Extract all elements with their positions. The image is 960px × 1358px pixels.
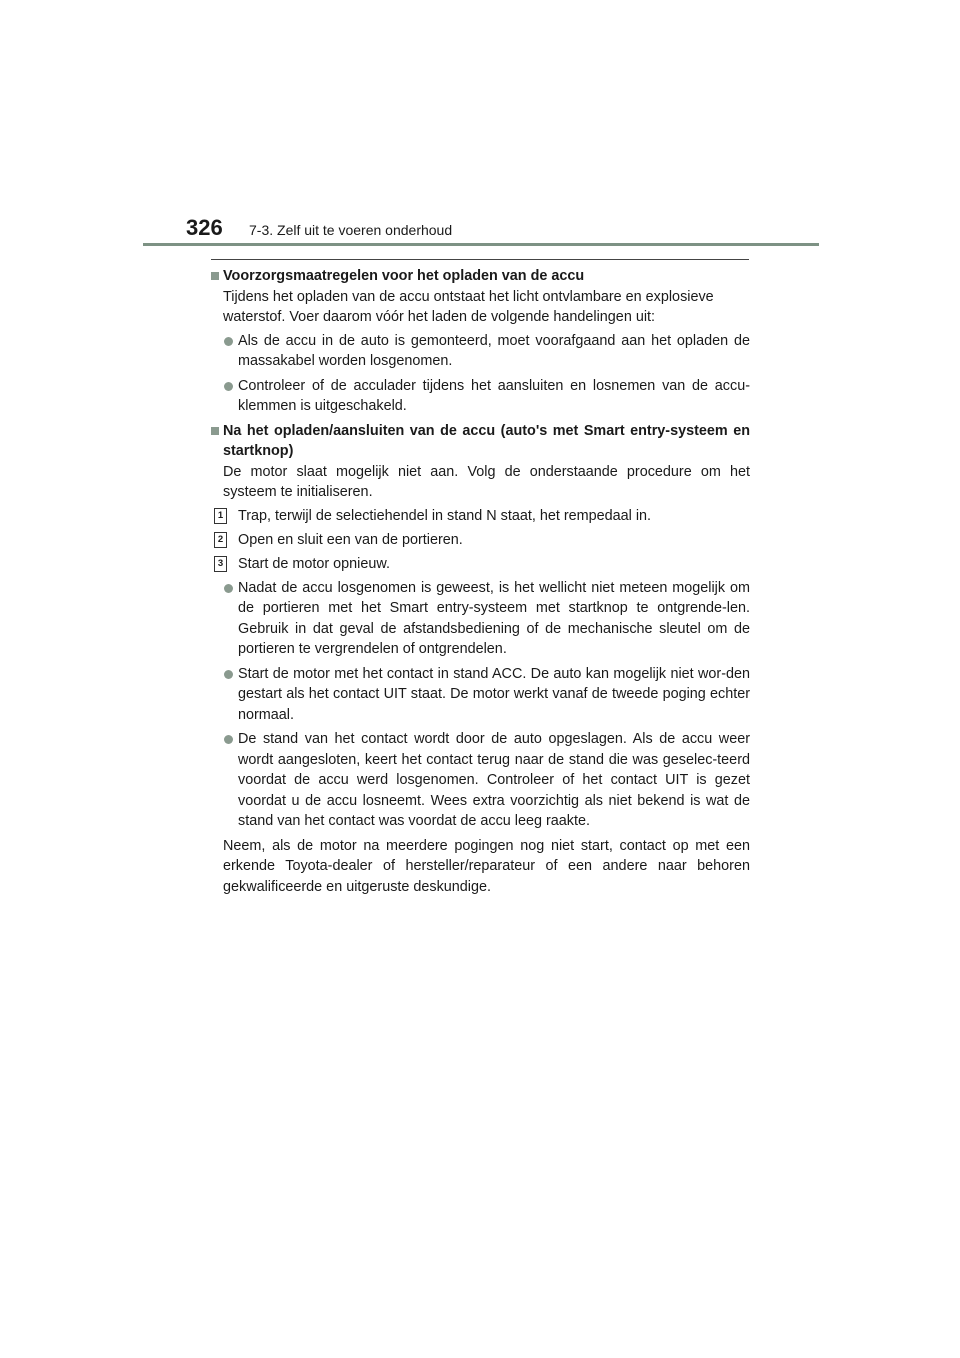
list-item: Start de motor met het contact in stand ACC. De auto kan mogelijk niet wor-den gestart als het contact UIT staat. De motor werkt vanaf de tweede poging echter normaal. bbox=[211, 664, 750, 726]
circle-bullet-icon bbox=[224, 584, 233, 593]
step-number-badge: 1 bbox=[214, 508, 227, 524]
circle-bullet-icon bbox=[224, 337, 233, 346]
list-item: De stand van het contact wordt door de auto opgeslagen. Als de accu weer wordt aangesloten, keert het contact terug naar de stand die was geselec-teerd voordat de accu werd losgenomen. Controleer of het contact UIT is gezet voordat u de accu losneemt. Wees extra voorzichtig als niet bekend is wat de stand van het contact was voordat de accu leeg raakte. bbox=[211, 729, 750, 832]
step-item: 3 Start de motor opnieuw. bbox=[211, 554, 750, 574]
paragraph: Tijdens het opladen van de accu ontstaat het licht ontvlambare en explosieve waterstof. Voer daarom vóór het laden de volgende handelingen uit: bbox=[223, 288, 714, 325]
list-item: Als de accu in de auto is gemonteerd, moet voorafgaand aan het opladen de massakabel worden losgenomen. bbox=[211, 331, 750, 372]
header-divider bbox=[143, 243, 819, 246]
content-rule bbox=[211, 259, 749, 260]
list-item: Controleer of de acculader tijdens het aansluiten en losnemen van de accu-klemmen is uitgeschakeld. bbox=[211, 376, 750, 417]
step-item: 1 Trap, terwijl de selectiehendel in stand N staat, het rempedaal in. bbox=[211, 506, 750, 526]
circle-bullet-icon bbox=[224, 670, 233, 679]
heading-after-charging: Na het opladen/aansluiten van de accu (auto's met Smart entry-systeem en startknop) bbox=[211, 421, 750, 462]
page-number: 326 bbox=[186, 215, 223, 240]
closing-paragraph: Neem, als de motor na meerdere pogingen nog niet start, contact op met een erkende Toyota-dealer of hersteller/reparateur of een andere naar behoren gekwalificeerde en uitgeruste deskundige. bbox=[223, 837, 750, 895]
square-bullet-icon bbox=[211, 272, 219, 280]
circle-bullet-icon bbox=[224, 735, 233, 744]
circle-bullet-icon bbox=[224, 382, 233, 391]
page-content bbox=[211, 264, 750, 900]
square-bullet-icon bbox=[211, 427, 219, 435]
section-title: 7-3. Zelf uit te voeren onderhoud bbox=[249, 222, 453, 238]
step-item: 2 Open en sluit een van de portieren. bbox=[211, 530, 750, 550]
list-item: Nadat de accu losgenomen is geweest, is het wellicht niet meteen mogelijk om de portieren met het Smart entry-systeem met startknop te ontgrende-len. Gebruik in dat geval de afstandsbediening of de mechanische sleutel om de portieren te vergrendelen of ontgrendelen. bbox=[211, 578, 750, 660]
step-number-badge: 3 bbox=[214, 556, 227, 572]
step-number-badge: 2 bbox=[214, 532, 227, 548]
heading-charging-precautions: Voorzorgsmaatregelen voor het opladen van de accu bbox=[211, 266, 750, 287]
paragraph: De motor slaat mogelijk niet aan. Volg de onderstaande procedure om het systeem te initialiseren. bbox=[223, 463, 750, 500]
